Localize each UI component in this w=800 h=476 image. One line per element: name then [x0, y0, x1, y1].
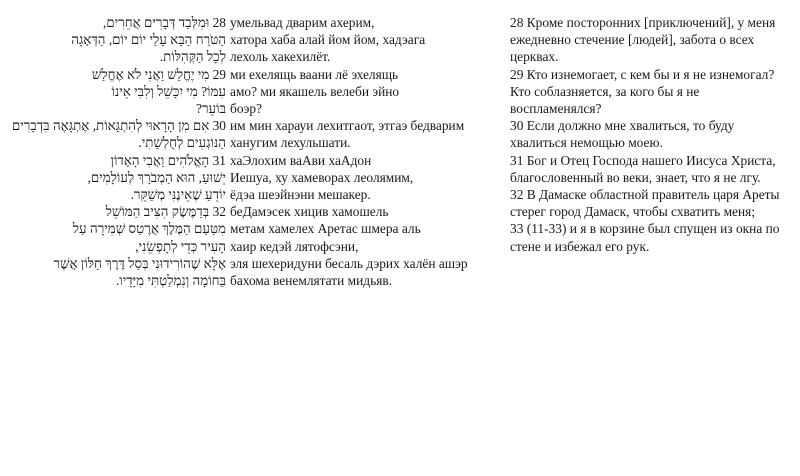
- transliteration-line: амо? ми якашель велеби эйно: [230, 83, 400, 99]
- transliteration-column: [230, 14, 495, 289]
- russian-verse-31: 31 Бог и Отец Господа нашего Иисуса Христа, благословенный во веки, знает, что я не лгу.: [510, 152, 776, 185]
- russian-verse-33: 33 (11-33) и я в корзине был спущен из окна по стене и избежал его рук.: [510, 221, 780, 254]
- hebrew-line: לְכָל הַקְּהִלּוֹת.: [159, 49, 226, 65]
- transliteration-line: боэр?: [230, 101, 263, 117]
- transliteration-line: ми ехелящь ваани лё эхелящь: [230, 66, 399, 82]
- transliteration-line: ёдэа шеэйнэни мешакер.: [230, 187, 371, 203]
- transliteration-line: хатора хаба алай йом йом, хадэага: [230, 32, 426, 48]
- transliteration-line: эля шехеридуни бесаль дэрих халён ашэр: [230, 255, 468, 271]
- russian-column: [510, 14, 792, 255]
- transliteration-verse-33: [230, 255, 495, 289]
- hebrew-verse-29: [10, 66, 226, 118]
- transliteration-line: умельвад дварим ахерим,: [230, 15, 375, 30]
- hebrew-line: 30 אִם מִן הָרָאוּי לְהִתְגָּאוֹת, אֶתְגָּאֶה בִּדְבָרִים: [11, 118, 226, 134]
- transliteration-line: им мин харауи лехитгаот, этгаэ бедварим: [230, 118, 465, 134]
- hebrew-column: [10, 14, 226, 289]
- hebrew-line: הָעִיר כְּדֵי לְתָפְשֵׂנִי,: [135, 238, 226, 254]
- transliteration-line: Иешуа, ху хамеворах леолямим,: [230, 169, 414, 185]
- hebrew-line: יֵשׁוּעַ, הוּא הַמְבֹרָךְ לְעוֹלָמִים,: [87, 169, 226, 185]
- hebrew-verse-30: [10, 117, 226, 151]
- hebrew-line: בּוֹעֵר?: [196, 101, 226, 117]
- transliteration-line: бахома венемлятати мидьяв.: [230, 273, 393, 289]
- hebrew-verse-32: [10, 203, 226, 255]
- transliteration-line: беДамэсек хицив хамошель: [230, 204, 389, 220]
- hebrew-verse-31: [10, 152, 226, 204]
- transliteration-verse-28: [230, 14, 495, 66]
- hebrew-line: הַטֹּרַח הַבָּא עָלַי יוֹם יוֹם, הַדְּאָגָה: [71, 32, 226, 48]
- hebrew-line: יוֹדֵעַ שֶׁאֵינֶנִּי מְשַׁקֵּר.: [130, 187, 226, 203]
- hebrew-line: 28 וּמִלְּבַד דְּבָרִים אֲחֵרִים,: [102, 15, 226, 30]
- hebrew-verse-33: [10, 255, 226, 289]
- russian-verse-28: 28 Кроме посторонних [приключений], у меня ежедневно стечение [людей], забота о всех церквах.: [510, 15, 776, 65]
- hebrew-line: מִטַּעַם הַמֶּלֶךְ אֲרֶטַס שְׁמִירָה עַל: [72, 221, 226, 237]
- transliteration-line: метам хамелех Аретас шмера аль: [230, 221, 421, 237]
- transliteration-verse-31: [230, 152, 495, 204]
- russian-verse-30: 30 Если должно мне хвалиться, то буду хвалиться немощью моею.: [510, 118, 735, 151]
- transliteration-line: хаир кедэй лятофсэни,: [230, 238, 359, 254]
- russian-verse-32: 32 В Дамаске областной правитель царя Ареты стерег город Дамаск, чтобы схватить меня;: [510, 187, 780, 220]
- hebrew-line: 31 הָאֱלֹהִים וַאֲבִי הָאָדוֹן: [110, 152, 226, 168]
- hebrew-line: 32 בְּדַמֶּשֶׂק הִצִּיב הַמּוֹשֵׁל: [105, 204, 226, 220]
- transliteration-line: лехоль хакехилёт.: [230, 49, 331, 65]
- transliteration-verse-29: [230, 66, 495, 118]
- transliteration-verse-32: [230, 203, 495, 255]
- hebrew-line: 29 מִי יֶחֱלַשׁ וַאֲנִי לֹא אֶחֱלַשׁ: [91, 66, 226, 82]
- russian-verse-29: 29 Кто изнемогает, с кем бы и я не изнемогал? Кто соблазняется, за кого бы я не воспламенялся?: [510, 66, 775, 117]
- transliteration-line: хаЭлохим ваАви хаАдон: [230, 152, 372, 168]
- hebrew-line: אֶלָּא שֶׁהוֹרִידוּנִי בְּסַל דֶּרֶךְ חַלּוֹן אֲשֶׁר: [53, 255, 226, 271]
- hebrew-line: בַּחוֹמָה וְנִמְלַטְתִּי מִיָּדָיו.: [115, 273, 226, 289]
- hebrew-line: הַנּוֹגְעִים לְחֻלְשָׁתִי.: [138, 135, 226, 151]
- hebrew-line: עִמּוֹ? מִי יִכָּשֵׁל וְלִבִּי אֵינוֹ: [111, 83, 226, 99]
- transliteration-verse-30: [230, 117, 495, 151]
- hebrew-verse-28: [10, 14, 226, 66]
- transliteration-line: ханугим лехульшати.: [230, 135, 351, 151]
